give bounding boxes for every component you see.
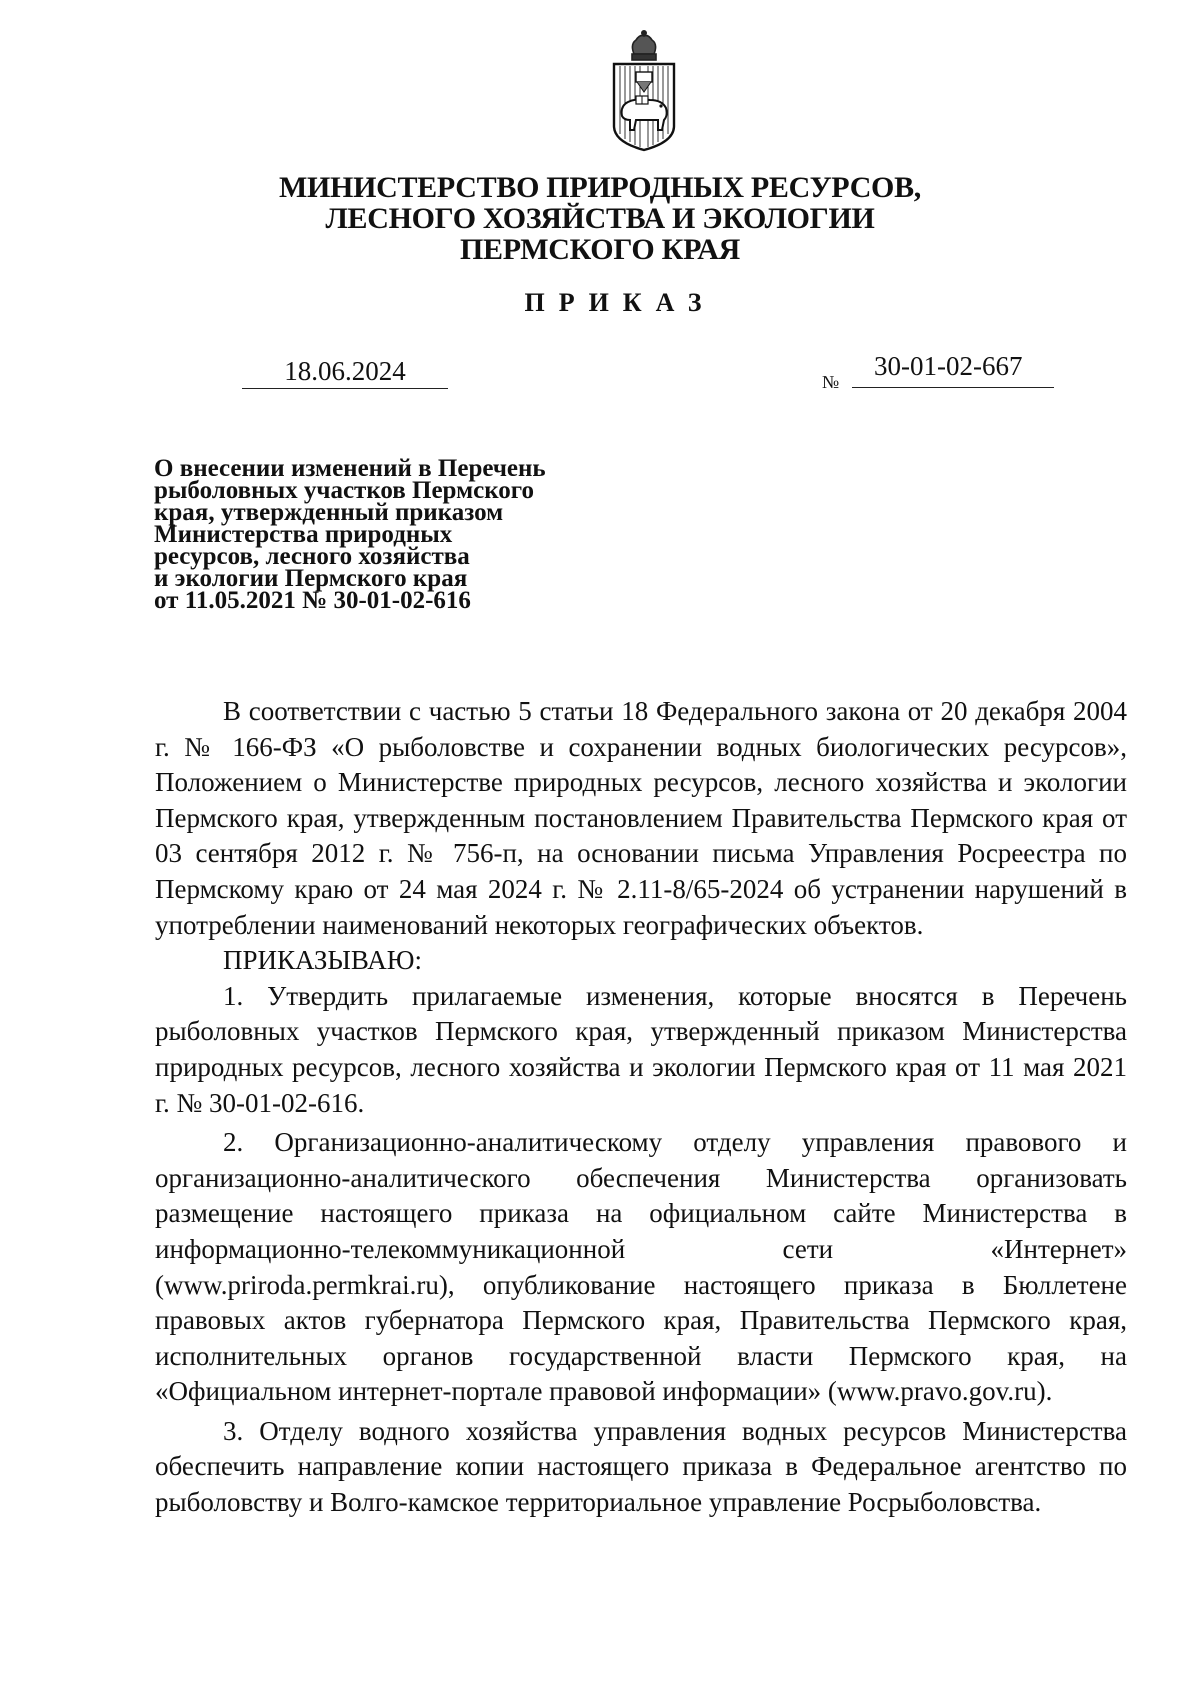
ministry-name-line-3: ПЕРМСКОГО КРАЯ	[460, 233, 740, 266]
subject-line: и экологии Пермского края	[154, 565, 468, 592]
preamble-paragraph: В соответствии с частью 5 статьи 18 Федерального закона от 20 декабря 2004 г. № 166-ФЗ «О рыболовстве и сохранении водных биологических ресурсов», Положением о Министерстве природных ресурсов, лесного хозяйства и экологии Пермского края, утвержденным постановлением Правительства Пермского края от 03 сентября 2012 г. № 756-п, на основании письма Управления Росреестра по Пермскому краю от 24 мая 2024 г. № 2.11-8/65-2024 об устранении нарушений в употреблении наименований некоторых географических объектов.	[155, 696, 1127, 940]
subject-line: ресурсов, лесного хозяйства	[154, 543, 470, 570]
subject-line: от 11.05.2021 № 30-01-02-616	[154, 587, 471, 614]
order-subject	[154, 455, 624, 614]
order-number-block	[822, 351, 1054, 391]
ministry-name-line-2: ЛЕСНОГО ХОЗЯЙСТВА И ЭКОЛОГИИ	[325, 202, 875, 235]
order-item-1: 1. Утвердить прилагаемые изменения, которые вносятся в Перечень рыболовных участков Пермского края, утвержденный приказом Министерства природных ресурсов, лесного хозяйства и экологии Пермского края от 11 мая 2021 г. № 30-01-02-616.	[155, 980, 1127, 1118]
ministry-name-line-1: МИНИСТЕРСТВО ПРИРОДНЫХ РЕСУРСОВ,	[278, 171, 922, 204]
coat-of-arms-icon	[606, 30, 682, 152]
subject-line: О внесении изменений в Перечень	[154, 455, 546, 482]
ministry-name	[0, 172, 1200, 265]
document-type-title: ПРИКАЗ	[524, 288, 716, 317]
order-word: ПРИКАЗЫВАЮ:	[223, 945, 422, 976]
order-item-2: 2. Организационно-аналитическому отделу управления правового и организационно-аналитического обеспечения Министерства организовать размещение настоящего приказа на официальном сайте Министерства в информационно-телекоммуникационной сети «Интернет» (www.priroda.permkrai.ru), опубликование настоящего приказа в Бюллетене правовых актов губернатора Пермского края, Правительства Пермского края, исполнительных органов государственной власти Пермского края, на «Официальном интернет-портале правовой информации» (www.pravo.gov.ru).	[155, 1127, 1127, 1407]
subject-line: Министерства природных	[154, 521, 453, 548]
order-item-3: 3. Отделу водного хозяйства управления водных ресурсов Министерства обеспечить направление копии настоящего приказа в Федеральное агентство по рыболовству и Волго-камское территориальное управление Росрыболовства.	[155, 1415, 1127, 1518]
order-date: 18.06.2024	[242, 356, 448, 389]
number-sign: №	[822, 372, 840, 392]
order-number: 30-01-02-667	[852, 351, 1054, 388]
subject-line: края, утвержденный приказом	[154, 499, 504, 526]
order-body	[155, 694, 1127, 1521]
subject-line: рыболовных участков Пермского	[154, 477, 535, 504]
